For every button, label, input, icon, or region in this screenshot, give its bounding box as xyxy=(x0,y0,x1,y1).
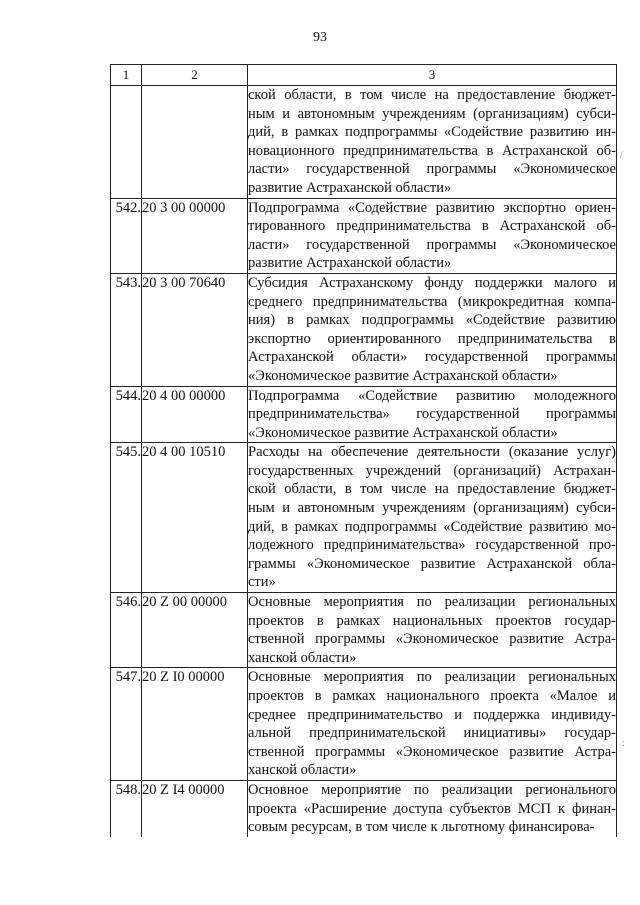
row-description xyxy=(248,593,617,668)
description-line: Расходы на обеспечение деятельности (оказание услуг) xyxy=(248,444,616,461)
description-line: проектов в рамках национальных проектов государ- xyxy=(248,612,616,629)
row-description xyxy=(248,443,617,593)
row-number: 545. xyxy=(111,443,142,593)
row-code: 20 Z 00 00000 xyxy=(142,593,248,668)
row-code: 20 3 00 70640 xyxy=(142,273,248,386)
table-row xyxy=(111,386,617,443)
table-row xyxy=(111,443,617,593)
description-line: новационного предпринимательства в Астраханской об- xyxy=(248,142,616,159)
description-line: Основное мероприятие по реализации регионального xyxy=(248,781,616,798)
description-line: ласти» государственной программы «Экономическое xyxy=(248,161,616,178)
description-line: Подпрограмма «Содействие развитию молодежного xyxy=(248,387,616,404)
row-number: 546. xyxy=(111,593,142,668)
description-line: ственной программы «Экономическое развитие Астра- xyxy=(248,743,616,760)
row-code: 20 4 00 10510 xyxy=(142,443,248,593)
row-number: 548. xyxy=(111,780,142,836)
table-row xyxy=(111,86,617,199)
description-line: среднего предпринимательства (микрокредитная компа- xyxy=(248,293,616,310)
description-line: Субсидия Астраханскому фонду поддержки малого и xyxy=(248,274,616,291)
description-line: ным и автономным учреждениям (организациям) субси- xyxy=(248,105,616,122)
row-number: 542. xyxy=(111,198,142,273)
description-line: альной предпринимательской инициативы» государ- xyxy=(248,725,616,742)
header-cell-code: 2 xyxy=(142,65,248,86)
row-description xyxy=(248,386,617,443)
table-row xyxy=(111,198,617,273)
description-line: предпринимательства» государственной программы xyxy=(248,406,616,423)
description-line: государственных учреждений (организаций) Астрахан- xyxy=(248,462,616,479)
table-row xyxy=(111,780,617,836)
description-line: Основные мероприятия по реализации региональных xyxy=(248,594,616,611)
description-line: Астраханской области» государственной программы xyxy=(248,349,616,366)
description-line: ской области, в том числе на предоставление бюджет- xyxy=(248,481,616,498)
row-number: 544. xyxy=(111,386,142,443)
description-line: «Экономическое развитие Астраханской области» xyxy=(248,424,558,441)
description-line: Основные мероприятия по реализации региональных xyxy=(248,669,616,686)
row-number: 543. xyxy=(111,273,142,386)
description-line: сти» xyxy=(248,574,276,591)
description-line: граммы «Экономическое развитие Астраханской обла- xyxy=(248,555,616,572)
row-description xyxy=(248,86,617,199)
table-row xyxy=(111,668,617,781)
row-code: 20 3 00 00000 xyxy=(142,198,248,273)
row-code: 20 Z I0 00000 xyxy=(142,668,248,781)
row-description xyxy=(248,668,617,781)
table-row xyxy=(111,273,617,386)
row-code: 20 Z I4 00000 xyxy=(142,780,248,836)
table-header-row xyxy=(111,65,617,86)
row-code: 20 4 00 00000 xyxy=(142,386,248,443)
header-cell-number: 1 xyxy=(111,65,142,86)
description-line: ской области, в том числе на предоставление бюджет- xyxy=(248,87,616,103)
description-line: проекта «Расширение доступа субъектов МСП к финан- xyxy=(248,800,616,817)
description-line: ственной программы «Экономическое развитие Астра- xyxy=(248,631,616,648)
row-description xyxy=(248,780,617,836)
description-line: совым ресурсам, в том числе к льготному финансирова- xyxy=(248,819,595,836)
row-description xyxy=(248,273,617,386)
margin-mark: / xyxy=(620,150,623,161)
description-line: ханской области» xyxy=(248,649,357,666)
description-line: развитие Астраханской области» xyxy=(248,179,452,196)
description-line: ния) в рамках подпрограммы «Содействие развитию xyxy=(248,312,616,329)
description-line: лодежного предпринимательства» государственной про- xyxy=(248,537,616,554)
description-line: экспортно ориентированного предпринимательства в xyxy=(248,330,616,347)
row-number xyxy=(111,86,142,199)
page-number: 93 xyxy=(313,30,327,45)
description-line: «Экономическое развитие Астраханской области» xyxy=(248,367,558,384)
header-cell-description: 3 xyxy=(248,65,617,86)
table-row xyxy=(111,593,617,668)
description-line: дий, в рамках подпрограммы «Содействие развитию мо- xyxy=(248,518,616,535)
description-line: тированного предпринимательства в Астраханской об- xyxy=(248,218,616,235)
budget-classification-table xyxy=(110,64,617,837)
row-number: 547. xyxy=(111,668,142,781)
description-line: развитие Астраханской области» xyxy=(248,255,452,272)
description-line: проектов в рамках национального проекта «Малое и xyxy=(248,688,616,704)
margin-mark: : xyxy=(622,738,625,749)
description-line: ханской области» xyxy=(248,762,357,779)
description-line: ласти» государственной программы «Экономическое xyxy=(248,236,616,253)
description-line: Подпрограмма «Содействие развитию экспортно ориен- xyxy=(248,199,616,216)
description-line: ным и автономным учреждениям (организациям) субси- xyxy=(248,500,616,517)
description-line: среднее предпринимательство и поддержка индивиду- xyxy=(248,706,616,723)
row-description xyxy=(248,198,617,273)
row-code xyxy=(142,86,248,199)
description-line: дий, в рамках подпрограммы «Содействие развитию ин- xyxy=(248,124,616,141)
